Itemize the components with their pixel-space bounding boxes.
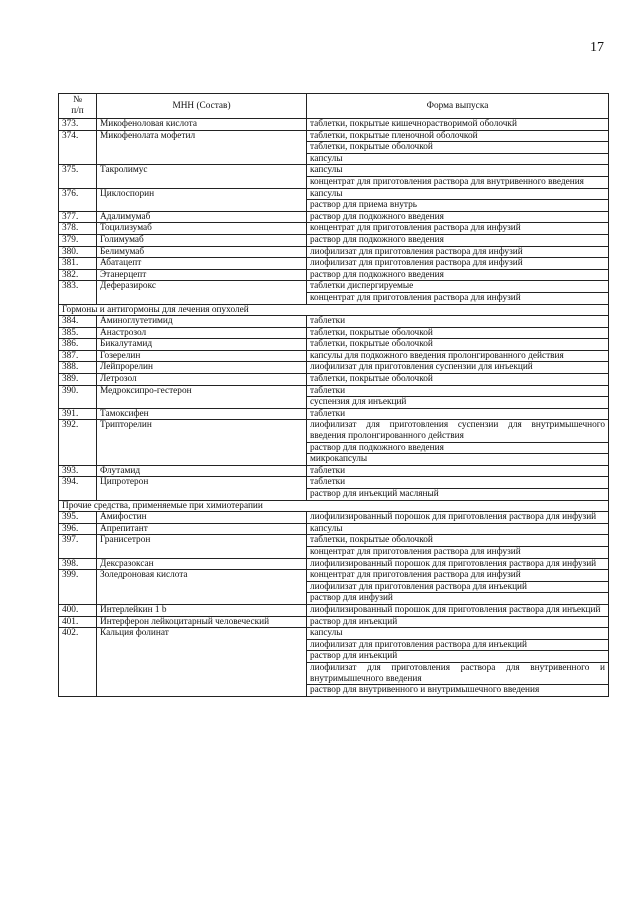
release-form: раствор для подкожного введения: [307, 269, 609, 281]
item-number: 376.: [59, 188, 97, 211]
inn-name: Медроксипро-гестерон: [97, 385, 307, 408]
release-form: капсулы: [307, 628, 609, 640]
release-form: раствор для инфузий: [307, 593, 609, 605]
inn-name: Этанерцепт: [97, 269, 307, 281]
table-row: [59, 234, 609, 246]
release-form: таблетки: [307, 465, 609, 477]
inn-name: Золедроновая кислота: [97, 570, 307, 605]
inn-name: Адалимумаб: [97, 211, 307, 223]
release-form: лиофилизированный порошок для приготовления раствора для инфузий: [307, 558, 609, 570]
release-form: таблетки, покрытые оболочкой: [307, 142, 609, 154]
table-row: [59, 523, 609, 535]
table-row: [59, 512, 609, 524]
inn-name: Интерферон лейкоцитарный человеческий: [97, 616, 307, 628]
inn-name: Дексразоксан: [97, 558, 307, 570]
inn-name: Гозерелин: [97, 350, 307, 362]
item-number: 381.: [59, 258, 97, 270]
item-number: 398.: [59, 558, 97, 570]
item-number: 380.: [59, 246, 97, 258]
item-number: 394.: [59, 477, 97, 500]
item-number: 387.: [59, 350, 97, 362]
table-row: [59, 211, 609, 223]
item-number: 393.: [59, 465, 97, 477]
section-title: Гормоны и антигормоны для лечения опухолей: [59, 304, 609, 316]
item-number: 389.: [59, 374, 97, 386]
table-row: [59, 628, 609, 640]
release-form: раствор для инъекций масляный: [307, 489, 609, 501]
item-number: 373.: [59, 119, 97, 131]
inn-name: Аминоглутетимид: [97, 316, 307, 328]
release-form: таблетки, покрытые оболочкой: [307, 327, 609, 339]
table-row: [59, 604, 609, 616]
release-form: лиофилизат для приготовления раствора для инъекций: [307, 639, 609, 651]
table-row: [59, 119, 609, 131]
item-number: 402.: [59, 628, 97, 697]
table-row: [59, 362, 609, 374]
table-row: [59, 281, 609, 293]
header-num: № п/п: [59, 94, 97, 119]
inn-name: Апрепитант: [97, 523, 307, 535]
inn-name: Белимумаб: [97, 246, 307, 258]
table-row: [59, 188, 609, 200]
inn-name: Тоцилизумаб: [97, 223, 307, 235]
table-row: [59, 258, 609, 270]
release-form: таблетки: [307, 477, 609, 489]
release-form: таблетки, покрытые пленочной оболочкой: [307, 130, 609, 142]
item-number: 375.: [59, 165, 97, 188]
inn-name: Такролимус: [97, 165, 307, 188]
section-row: [59, 304, 609, 316]
release-form: раствор для приема внутрь: [307, 200, 609, 212]
release-form: раствор для инъекций: [307, 616, 609, 628]
inn-name: Микофеноловая кислота: [97, 119, 307, 131]
release-form: раствор для подкожного введения: [307, 442, 609, 454]
inn-name: Бикалутамид: [97, 339, 307, 351]
header-name: МНН (Состав): [97, 94, 307, 119]
table-row: [59, 130, 609, 142]
release-form: лиофилизат для приготовления суспензии для инъекций: [307, 362, 609, 374]
table-row: [59, 408, 609, 420]
table-row: [59, 339, 609, 351]
item-number: 388.: [59, 362, 97, 374]
table-row: [59, 246, 609, 258]
item-number: 383.: [59, 281, 97, 304]
inn-name: Ципротерон: [97, 477, 307, 500]
release-form: концентрат для приготовления раствора для инфузий: [307, 292, 609, 304]
release-form: лиофилизат для приготовления суспензии для внутримышечного введения пролонгированного действия: [307, 420, 609, 442]
table-row: [59, 385, 609, 397]
item-number: 390.: [59, 385, 97, 408]
item-number: 378.: [59, 223, 97, 235]
release-form: таблетки диспергируемые: [307, 281, 609, 293]
inn-name: Трипторелин: [97, 420, 307, 465]
table-row: [59, 477, 609, 489]
table-row: [59, 350, 609, 362]
release-form: раствор для инъекций: [307, 651, 609, 663]
release-form: лиофилизат для приготовления раствора для инфузий: [307, 258, 609, 270]
release-form: капсулы: [307, 523, 609, 535]
page-number: 17: [590, 40, 604, 55]
section-row: [59, 500, 609, 512]
table-row: [59, 316, 609, 328]
release-form: таблетки: [307, 316, 609, 328]
section-title: Прочие средства, применяемые при химиотерапии: [59, 500, 609, 512]
release-form: концентрат для приготовления раствора для внутривенного введения: [307, 176, 609, 188]
table-row: [59, 558, 609, 570]
header-form: Форма выпуска: [307, 94, 609, 119]
item-number: 385.: [59, 327, 97, 339]
item-number: 374.: [59, 130, 97, 165]
inn-name: Тамоксифен: [97, 408, 307, 420]
release-form: капсулы: [307, 153, 609, 165]
release-form: капсулы для подкожного введения пролонгированного действия: [307, 350, 609, 362]
inn-name: Циклоспорин: [97, 188, 307, 211]
release-form: лиофилизат для приготовления раствора для внутривенного и внутримышечного введения: [307, 662, 609, 684]
table-row: [59, 465, 609, 477]
release-form: лиофилизат для приготовления раствора для инъекций: [307, 581, 609, 593]
release-form: таблетки: [307, 408, 609, 420]
release-form: концентрат для приготовления раствора для инфузий: [307, 546, 609, 558]
table-row: [59, 420, 609, 442]
release-form: капсулы: [307, 188, 609, 200]
inn-name: Абатацепт: [97, 258, 307, 270]
table-row: [59, 165, 609, 177]
table-body: [59, 119, 609, 697]
item-number: 391.: [59, 408, 97, 420]
release-form: лиофилизированный порошок для приготовления раствора для инфузий: [307, 512, 609, 524]
release-form: таблетки, покрытые кишечнорастворимой оболочкй: [307, 119, 609, 131]
release-form: таблетки, покрытые оболочкой: [307, 339, 609, 351]
table-row: [59, 223, 609, 235]
inn-name: Деферазирокс: [97, 281, 307, 304]
release-form: суспензия для инъекций: [307, 397, 609, 409]
inn-name: Интерлейкин 1 b: [97, 604, 307, 616]
item-number: 397.: [59, 535, 97, 558]
release-form: раствор для подкожного введения: [307, 234, 609, 246]
item-number: 382.: [59, 269, 97, 281]
item-number: 399.: [59, 570, 97, 605]
medicines-table: [58, 93, 609, 697]
inn-name: Микофенолата мофетил: [97, 130, 307, 165]
item-number: 379.: [59, 234, 97, 246]
inn-name: Флутамид: [97, 465, 307, 477]
release-form: концентрат для приготовления раствора для инфузий: [307, 223, 609, 235]
inn-name: Кальция фолинат: [97, 628, 307, 697]
table-row: [59, 535, 609, 547]
item-number: 400.: [59, 604, 97, 616]
table-row: [59, 616, 609, 628]
release-form: микрокапсулы: [307, 454, 609, 466]
inn-name: Анастрозол: [97, 327, 307, 339]
item-number: 392.: [59, 420, 97, 465]
inn-name: Летрозол: [97, 374, 307, 386]
release-form: раствор для внутривенного и внутримышечного введения: [307, 685, 609, 697]
table-row: [59, 269, 609, 281]
inn-name: Гранисетрон: [97, 535, 307, 558]
release-form: концентрат для приготовления раствора для инфузий: [307, 570, 609, 582]
release-form: лиофилизат для приготовления раствора для инфузий: [307, 246, 609, 258]
item-number: 386.: [59, 339, 97, 351]
table-row: [59, 374, 609, 386]
table-row: [59, 327, 609, 339]
item-number: 384.: [59, 316, 97, 328]
release-form: таблетки: [307, 385, 609, 397]
inn-name: Голимумаб: [97, 234, 307, 246]
release-form: раствор для подкожного введения: [307, 211, 609, 223]
table-row: [59, 570, 609, 582]
inn-name: Лейпрорелин: [97, 362, 307, 374]
item-number: 396.: [59, 523, 97, 535]
release-form: лиофилизированный порошок для приготовления раствора для инъекций: [307, 604, 609, 616]
release-form: таблетки, покрытые оболочкой: [307, 374, 609, 386]
inn-name: Амифостин: [97, 512, 307, 524]
item-number: 401.: [59, 616, 97, 628]
release-form: таблетки, покрытые оболочкой: [307, 535, 609, 547]
item-number: 377.: [59, 211, 97, 223]
release-form: капсулы: [307, 165, 609, 177]
table-header-row: [59, 94, 609, 119]
item-number: 395.: [59, 512, 97, 524]
